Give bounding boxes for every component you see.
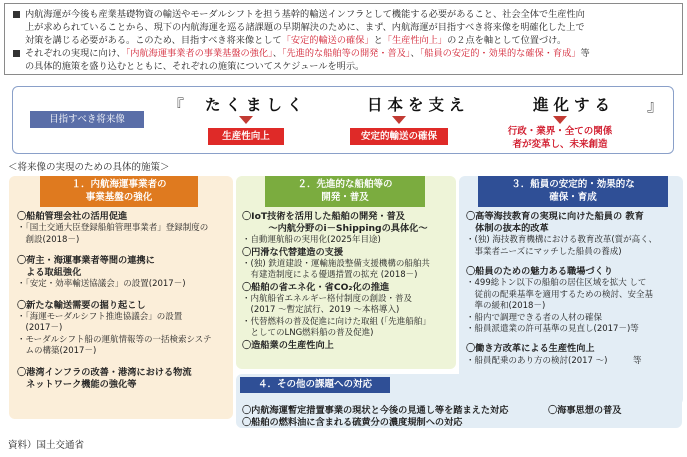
measure-heading: 〇円滑な代替建造の支援	[242, 246, 344, 258]
arrow-down-icon	[239, 116, 253, 124]
panel-1-header: １．内航海運事業者の 事業基盤の強化	[40, 176, 198, 207]
arrow-down-icon	[553, 116, 567, 124]
measure-heading: 〇荷主・海運事業者等間の連携に	[17, 255, 155, 267]
quote-close: 』	[647, 96, 664, 115]
measure-heading: 〇港湾インフラの改善・港湾における物流	[17, 366, 192, 378]
bullet-square-icon	[13, 50, 20, 57]
measure-heading: 〇働き方改革による生産性向上	[466, 343, 595, 355]
measure-heading: 〇船舶の省エネ化・省CO₂化の推進	[242, 281, 390, 293]
panel-2-body: 〇IoT技術を活用した船舶の開発・普及 ～内航分野のi－Shippingの具体化～ ・自動運航船の実用化(2025年目途) 〇円滑な代替建造の支援 ・(独) 鉄道建設・運輸施設整備支援機構の船舶共 有建造制度による優遇措置の拡充 (2018－) 〇船舶の省エネ化・省CO₂化の推進 ・内航船省エネルギー格付制度の創設・普及 (2017 ～暫定試行、2019 ～本格導入) ・代替燃料の普及促進に向けた取組 (「先進船舶」 としてのLNG燃料船の普及促進) 〇造船業の生産性向上	[242, 211, 454, 352]
measure-heading: 〇海事思想の普及	[548, 405, 622, 416]
panel-2-header: ２．先進的な船舶等の 開発・普及	[265, 176, 425, 207]
measure-heading: 〇船舶の燃料油に含まれる硫黄分の濃度規制への対応	[242, 417, 463, 428]
measure-heading: 〇IoT技術を活用した船舶の開発・普及	[242, 211, 405, 222]
summary-box	[4, 3, 683, 75]
bullet-square-icon	[13, 11, 20, 18]
highlight-productivity: 「生産性向上」	[382, 35, 448, 46]
measure-heading: 〇船員のための魅力ある職場づくり	[466, 266, 613, 278]
measure-heading: 〇造船業の生産性向上	[242, 339, 334, 351]
vision-label: 目指すべき将来像	[30, 111, 144, 128]
vision-word-3: 進化する	[533, 96, 616, 114]
quote-open: 『	[168, 96, 185, 115]
highlight-business-base: 「内航海運事業者の事業基盤の強化」	[125, 48, 273, 59]
measure-heading: 〇船舶管理会社の活用促進	[17, 211, 128, 222]
vision-word-2: 日本を支え	[367, 96, 470, 114]
measure-heading: 〇新たな輸送需要の掘り起こし	[17, 299, 146, 311]
goal-transformation: 行政・業界・全ての関係者が変革し、未来創造	[507, 126, 613, 150]
panel-3-body: 〇高等海技教育の実現に向けた船員の 教育 体制の抜本的改革 ・(独) 海技教育機構における教育改革(質が高く、 事業者ニーズにマッチした船員の養成) 〇船員のための魅力ある職場づくり ・499総トン以下の船舶の居住区域を拡大 して 従前の配乗基準を適用するための検討、安全基 準の緩和(2018－) ・船内で調理できる者の人材の確保 ・船員派遣業の許可基準の見直し(2017－)等 〇働き方改革による生産性向上 ・船員配乗のあり方の検討(2017 ～) 等	[466, 211, 680, 367]
source-note: 資料）国土交通省	[8, 440, 85, 451]
highlight-crew: 「船員の安定的・効果的な確保・育成」	[419, 48, 581, 59]
summary-paragraph-2: それぞれの実現に向け、「内航海運事業者の事業基盤の強化」、「先進的な船舶等の開発・普及」、「船員の安定的・効果的な確保・育成」等 の具体的施策を盛り込むとともに、それぞれの施策についてスケジュールを明示。	[13, 47, 676, 73]
highlight-stable-transport: 「安定的輸送の確保」	[281, 35, 374, 46]
arrow-down-icon	[392, 116, 406, 124]
summary-paragraph-1: 内航海運が今後も産業基礎物資の輸送やモーダルシフトを担う基幹的輸送インフラとして機能する必要があること、社会全体で生産性向 上が求められていることから、現下の内航海運を巡る諸課題の早期解決のために、まず、内航海運が目指すべき将来像を明確化した上で 対策を講じる必要がある。このため、目指すべき将来像として「安定的輸送の確保」と「生産性向上」の２点を軸として位置づけ。	[13, 8, 676, 47]
measure-heading: 〇高等海技教育の実現に向けた船員の 教育	[466, 211, 644, 222]
panel-4-header: ４．その他の課題への対応	[240, 377, 390, 393]
vision-word-1: たくましく	[205, 96, 308, 114]
panel-1-body: 〇船舶管理会社の活用促進 ・「国土交通大臣登録船舶管理事業者」登録制度の 創設(2018－) 〇荷主・海運事業者等間の連携に よる取組強化 ・「安定・効率輸送協議会」の設置(2017－) 〇新たな輸送需要の掘り起こし ・「海運モーダルシフト推進協議会」の設置 (2017－) ・モーダルシフト船の運航情報等の一括検索システ ムの構築(2017－) 〇港湾インフラの改善・港湾における物流 ネットワーク機能の強化等	[17, 211, 229, 391]
highlight-advanced-ships: 「先進的な船舶等の開発・普及」	[281, 48, 411, 59]
section-title: ＜将来像の実現のための具体的施策＞	[8, 162, 170, 173]
measure-heading: 〇内航海運暫定措置事業の現状と今後の見通し等を踏まえた対応	[242, 405, 509, 416]
panel-3-header: ３．船員の安定的・効果的な 確保・育成	[478, 176, 668, 207]
goal-stable-transport: 安定的輸送の確保	[350, 128, 448, 145]
goal-productivity: 生産性向上	[208, 128, 284, 145]
